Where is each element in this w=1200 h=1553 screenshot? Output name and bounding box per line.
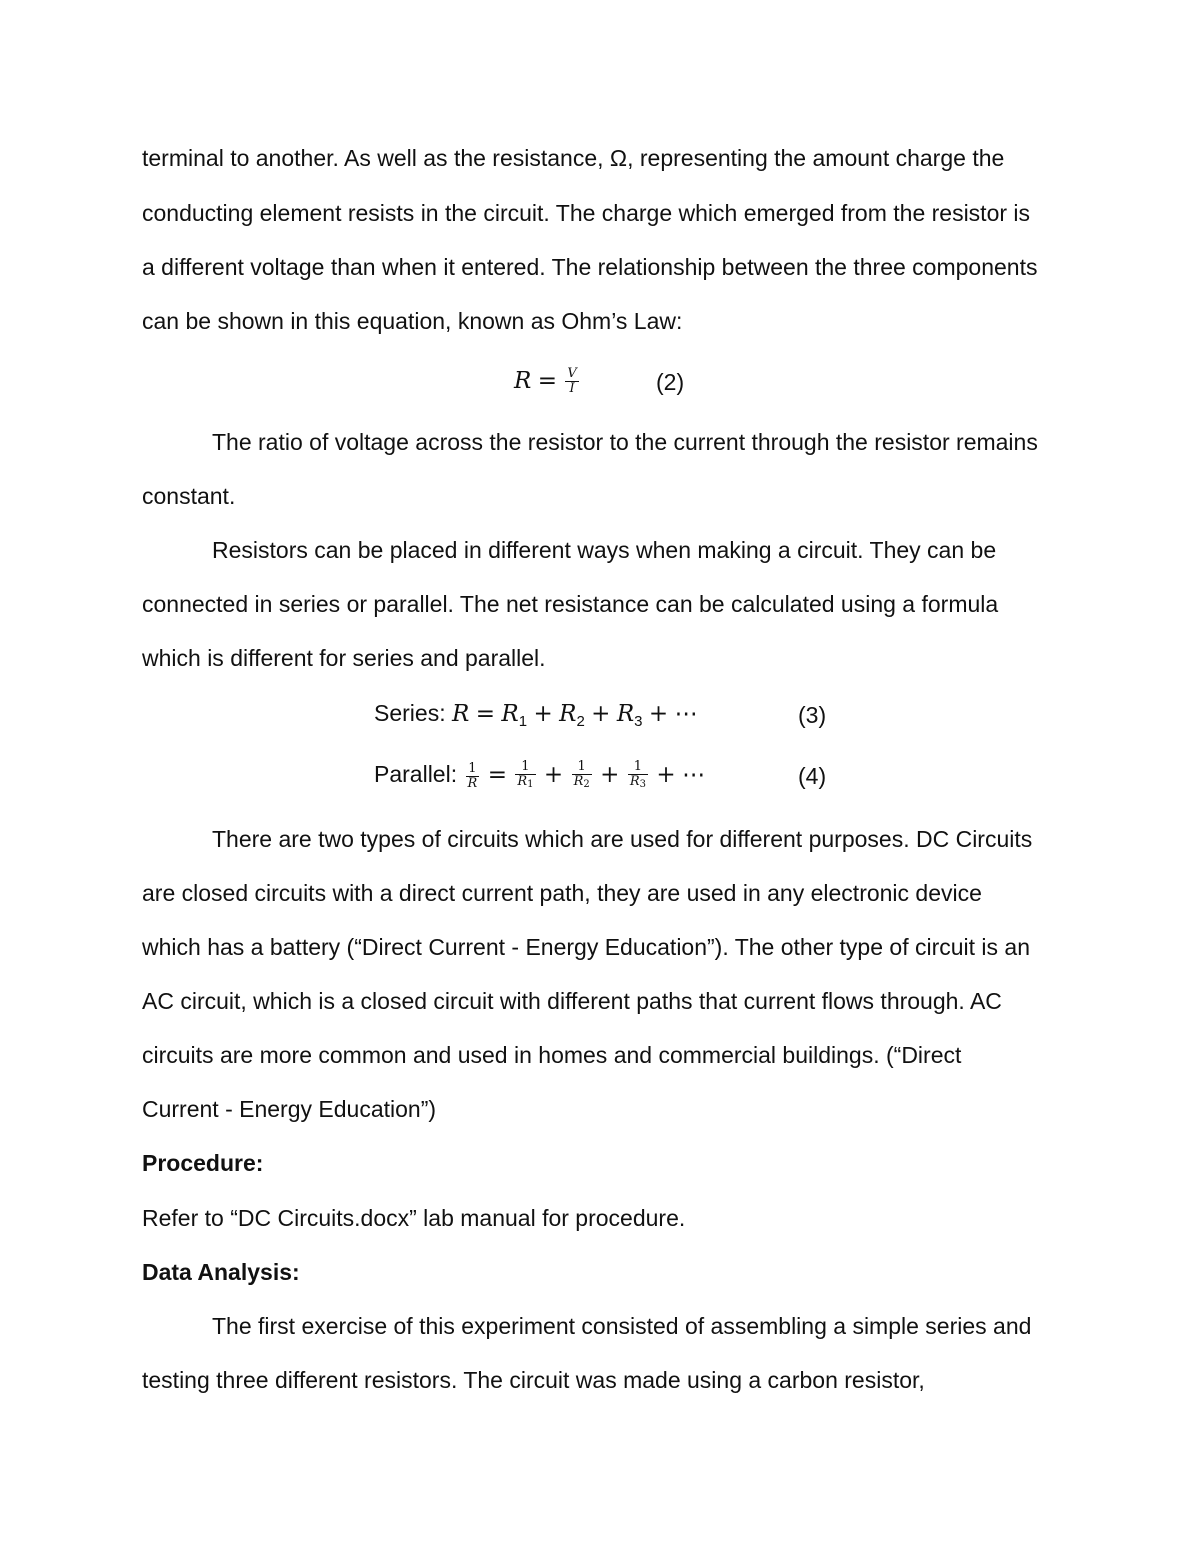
eq4-fraction	[515, 760, 535, 792]
eq4-den-symbol: R	[629, 774, 640, 789]
eq4-den-subscript: 2	[583, 779, 590, 790]
eq3-ellipsis: ⋯	[674, 701, 698, 727]
eq3-subscript: 2	[576, 713, 585, 730]
paragraph-line: which is different for series and parallel.	[142, 645, 546, 671]
paragraph-line: terminal to another. As well as the resistance, Ω, representing the amount charge the	[142, 145, 1005, 171]
eq4-den-symbol: R	[573, 774, 584, 789]
eq4-equals: =	[487, 762, 507, 789]
paragraph-line: circuits are more common and used in homes and commercial buildings. (“Direct	[142, 1042, 962, 1068]
eq4-lhs-fraction	[466, 762, 480, 791]
paragraph-line: are closed circuits with a direct current path, they are used in any electronic device	[142, 880, 982, 906]
eq4-plus: +	[600, 762, 620, 789]
equation-ohms-law	[514, 366, 581, 396]
eq4-plus: +	[656, 762, 676, 789]
eq3-subscript: 1	[518, 713, 528, 730]
eq2-fraction	[565, 367, 578, 396]
equation-parallel	[374, 760, 705, 792]
eq3-equals: =	[475, 701, 495, 727]
eq4-numerator: 1	[628, 760, 648, 775]
paragraph-line: testing three different resistors. The circuit was made using a carbon resistor,	[142, 1367, 925, 1393]
eq3-term: R	[501, 701, 519, 727]
eq4-ellipsis: ⋯	[682, 762, 706, 789]
equation-number: (3)	[798, 702, 827, 728]
eq3-prefix: Series:	[374, 700, 446, 726]
paragraph-line: Current - Energy Education”)	[142, 1096, 437, 1122]
procedure-text: Refer to “DC Circuits.docx” lab manual for procedure.	[142, 1205, 686, 1231]
eq4-numerator: 1	[515, 760, 535, 775]
paragraph-line: which has a battery (“Direct Current - Energy Education”). The other type of circuit is an	[142, 934, 1031, 960]
eq4-den-symbol: R	[517, 774, 528, 789]
eq4-denominator	[515, 775, 535, 792]
paragraph-line: The first exercise of this experiment consisted of assembling a simple series and	[212, 1313, 1032, 1339]
paragraph-line: a different voltage than when it entered. The relationship between the three components	[142, 254, 1038, 280]
paragraph-line: Resistors can be placed in different ways when making a circuit. They can be	[212, 537, 997, 563]
eq4-denominator	[628, 775, 648, 792]
eq4-den-subscript: 3	[639, 779, 646, 790]
eq3-plus: +	[533, 701, 553, 727]
eq4-prefix: Parallel:	[374, 761, 458, 788]
eq2-lhs: R	[514, 368, 532, 394]
eq3-term: R	[559, 701, 577, 727]
paragraph-line: AC circuit, which is a closed circuit with different paths that current flows through. AC	[142, 988, 1002, 1014]
eq3-term: R	[616, 701, 635, 727]
equation-number: (4)	[798, 763, 827, 789]
data-analysis-heading: Data Analysis:	[142, 1259, 300, 1285]
eq4-numerator: 1	[572, 760, 592, 775]
eq2-denominator: I	[569, 381, 575, 397]
equation-series	[374, 699, 698, 736]
paragraph-line: constant.	[142, 483, 236, 509]
eq4-denominator	[572, 775, 592, 792]
eq4-plus: +	[543, 762, 564, 789]
paragraph-line: can be shown in this equation, known as Ohm’s Law:	[142, 308, 683, 334]
eq2-numerator: V	[567, 366, 577, 382]
eq3-plus: +	[591, 701, 611, 727]
eq3-subscript: 3	[634, 713, 643, 730]
procedure-heading: Procedure:	[142, 1150, 264, 1176]
eq2-equals: =	[537, 368, 557, 394]
eq4-fraction	[628, 760, 648, 792]
eq4-den-subscript: 1	[527, 779, 534, 790]
equation-number: (2)	[656, 369, 685, 395]
paragraph-line: connected in series or parallel. The net resistance can be calculated using a formula	[142, 591, 999, 617]
paragraph-line: The ratio of voltage across the resistor to the current through the resistor remains	[212, 429, 1038, 455]
eq4-denominator: R	[467, 775, 478, 791]
paragraph-line: conducting element resists in the circuit. The charge which emerged from the resistor is	[142, 200, 1031, 226]
eq3-plus: +	[648, 701, 669, 727]
eq4-numerator: 1	[466, 762, 480, 777]
eq4-fraction	[572, 760, 592, 792]
paragraph-line: There are two types of circuits which are used for different purposes. DC Circuits	[212, 826, 1033, 852]
eq3-lhs: R	[451, 701, 470, 727]
